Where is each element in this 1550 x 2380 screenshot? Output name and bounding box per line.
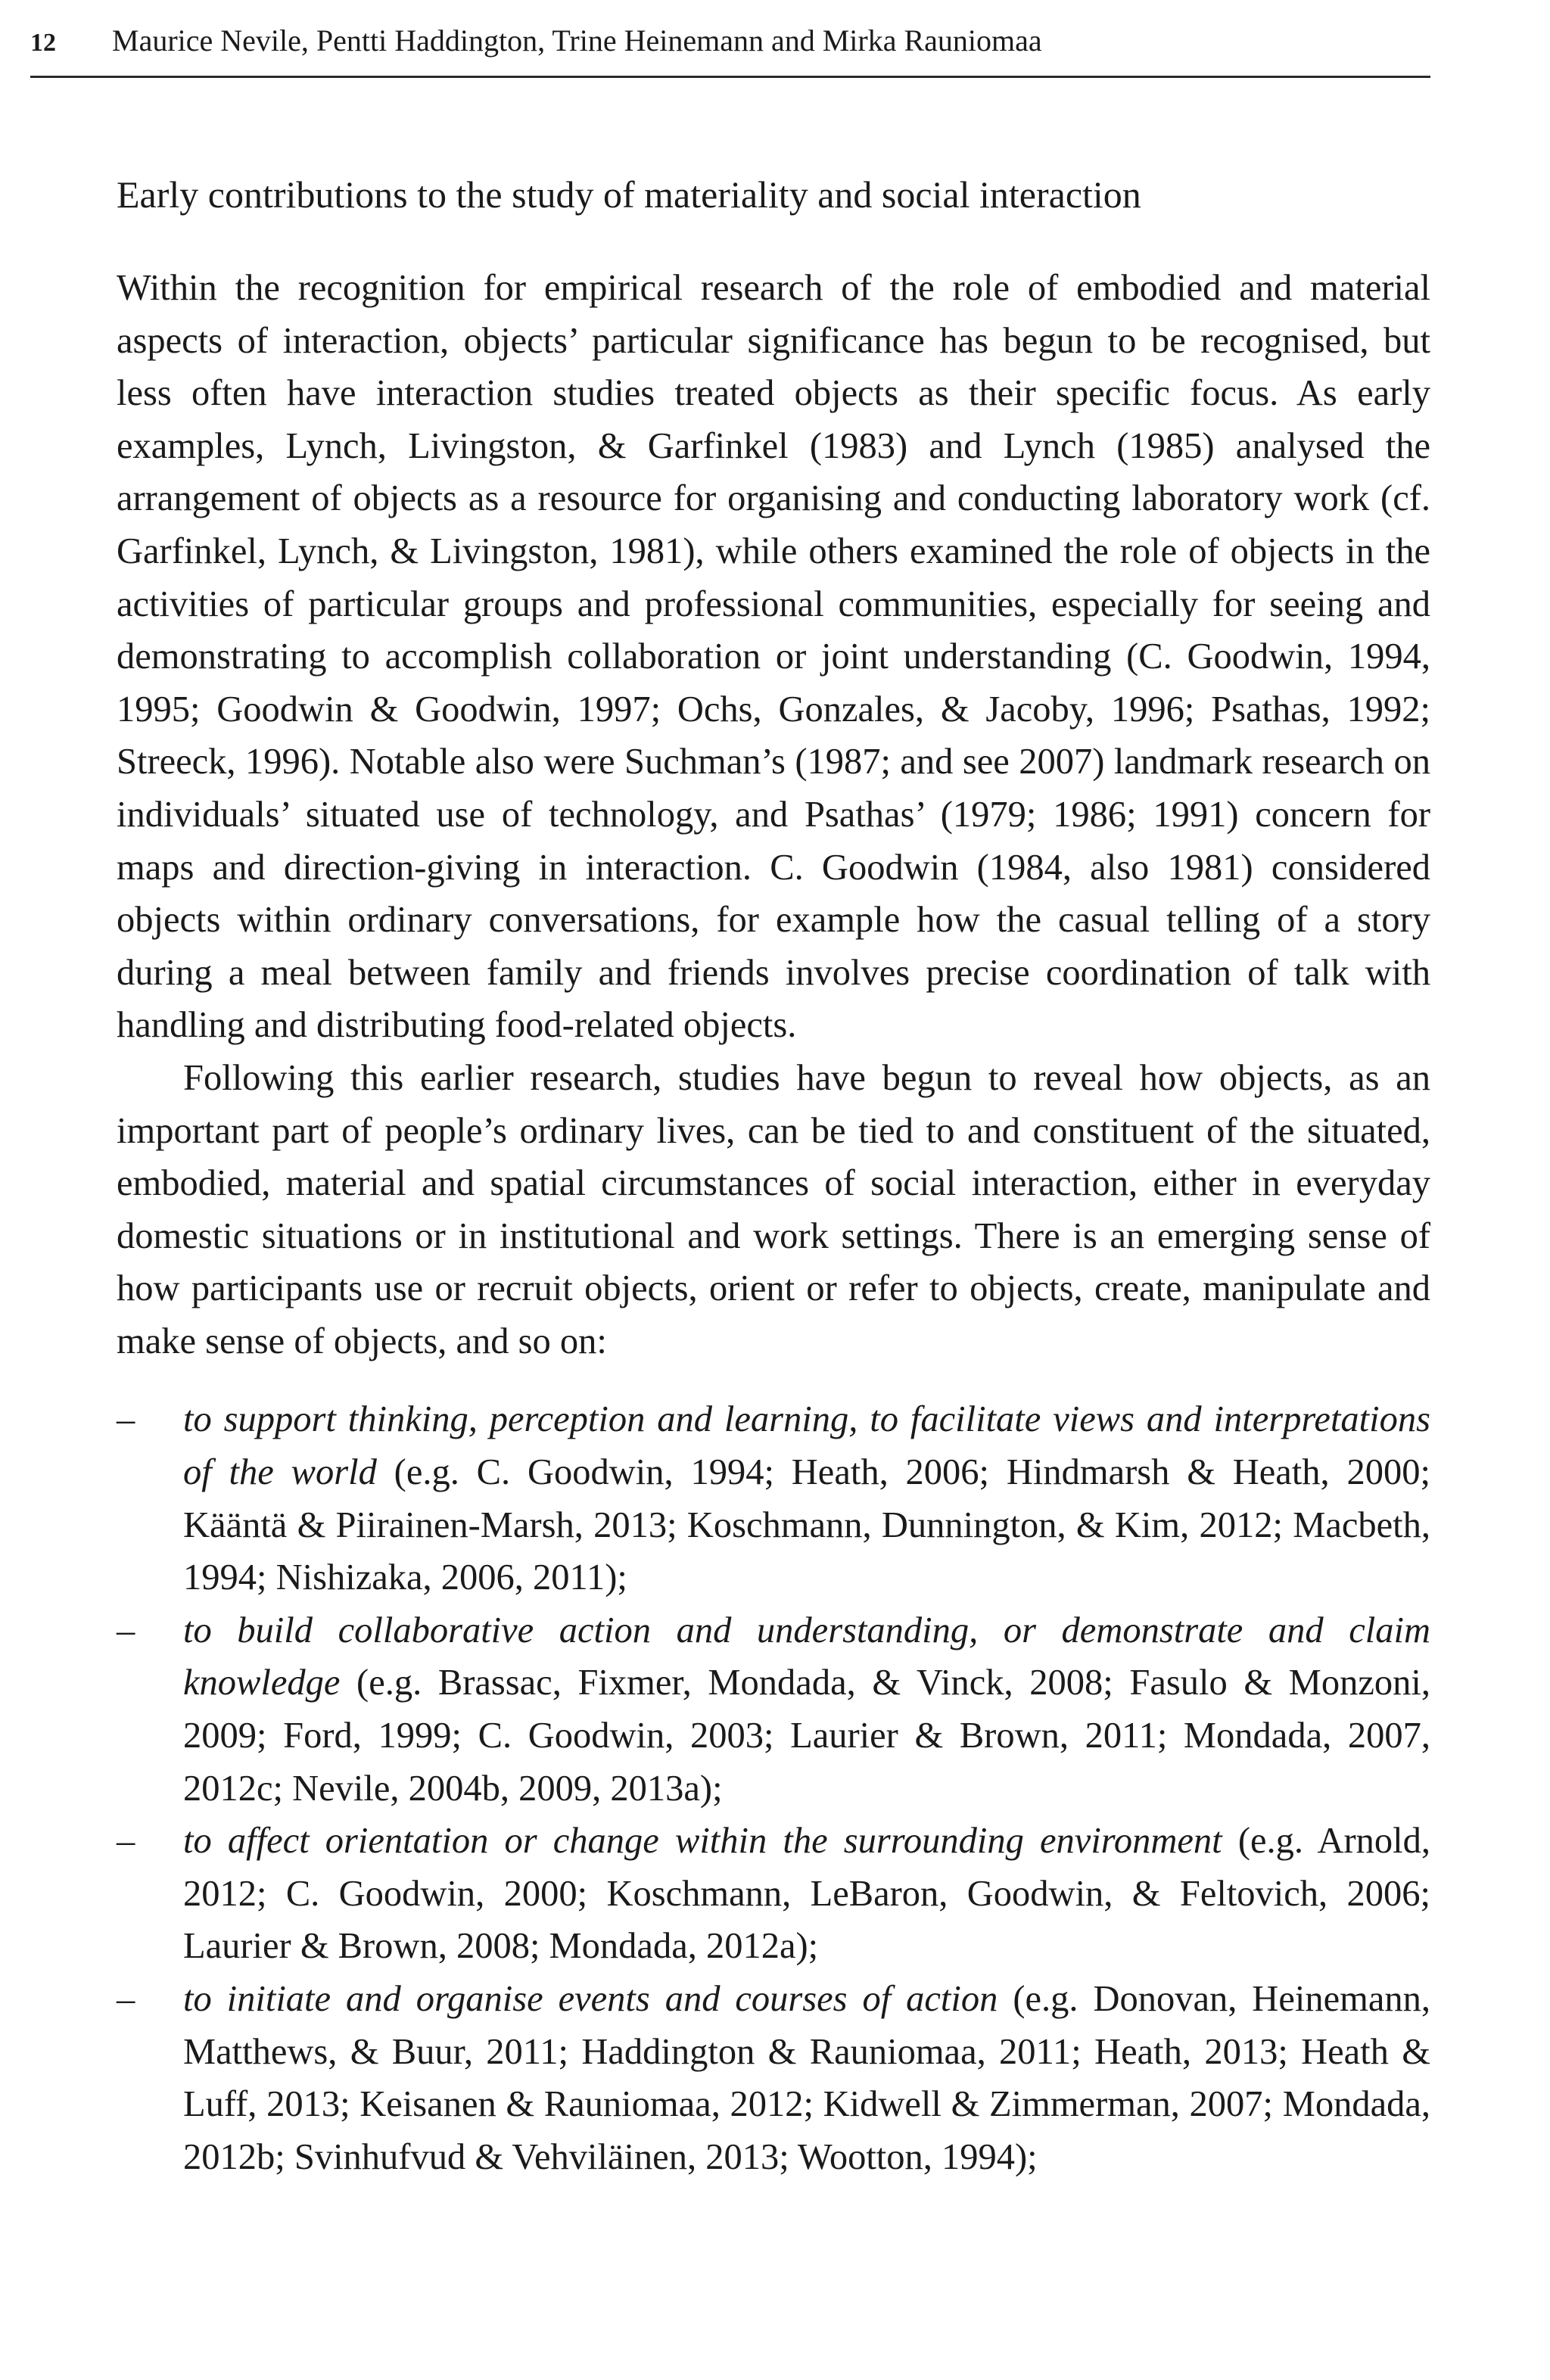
page-number: 12 xyxy=(30,29,56,57)
list-item xyxy=(117,1393,1430,1604)
section-heading: Early contributions to the study of materiality and social interaction xyxy=(117,173,1141,216)
list-dash: – xyxy=(117,1610,135,1650)
list-dash: – xyxy=(117,1399,135,1440)
paragraph-2: Following this earlier research, studies have begun to reveal how objects, as an important part of people’s ordinary lives, can be tied to and constituent of the situated, embodied, material and spatial circumstances of social interaction, either in everyday domestic situations or in institutional and work settings. There is an emerging sense of how participants use or recruit objects, orient or refer to objects, create, manipulate and make sense of objects, and so on: xyxy=(117,1057,1430,1361)
list-item xyxy=(117,1604,1430,1815)
list-dash: – xyxy=(117,1821,135,1862)
list-item-references: (e.g. C. Goodwin, 1994; Heath, 2006; Hindmarsh & Heath, 2000; Kääntä & Piirainen-Marsh, 2013; Koschmann, Dunnington, & Kim, 2012; Macbeth, 1994; Nishizaka, 2006, 2011); xyxy=(183,1452,1430,1598)
list-item-lead: to build collaborative action and understanding, or demonstrate and claim knowledge xyxy=(183,1610,1430,1703)
list-item-lead: to support thinking, perception and learning, to facilitate views and interpretations of the world xyxy=(183,1399,1430,1493)
header-rule xyxy=(30,76,1430,78)
main-text xyxy=(117,168,1430,2183)
list-dash: – xyxy=(117,1979,135,2019)
list-item-references: (e.g. Donovan, Heinemann, Matthews, & Buur, 2011; Haddington & Rauniomaa, 2011; Heath, 2013; Heath & Luff, 2013; Keisanen & Rauniomaa, 2012; Kidwell & Zimmerman, 2007; Mondada, 2012b; Svinhufvud & Vehviläinen, 2013; Wootton, 1994); xyxy=(183,1979,1430,2177)
running-head-authors: Maurice Nevile, Pentti Haddington, Trine Heinemann and Mirka Rauniomaa xyxy=(112,23,1042,58)
paragraph-1: Within the recognition for empirical research of the role of embodied and material aspects of interaction, objects’ particular significance has begun to be recognised, but less often have interaction studies treated objects as their specific focus. As early examples, Lynch, Livingston, & Garfinkel (1983) and Lynch (1985) analysed the arrangement of objects as a resource for organising and conducting laboratory work (cf. Garfinkel, Lynch, & Livingston, 1981), while others examined the role of objects in the activities of particular groups and professional communities, especially for seeing and demonstrating to accomplish collaboration or joint understanding (C. Goodwin, 1994, 1995; Goodwin & Goodwin, 1997; Ochs, Gonzales, & Jacoby, 1996; Psathas, 1992; Streeck, 1996). Notable also were Suchman’s (1987; and see 2007) landmark research on individuals’ situated use of technology, and Psathas’ (1979; 1986; 1991) concern for maps and direction-giving in interaction. C. Goodwin (1984, also 1981) considered objects within ordinary conversations, for example how the casual telling of a story during a meal between family and friends involves precise coordination of talk with handling and distributing food-related objects. xyxy=(117,268,1430,1046)
list-item-lead: to initiate and organise events and courses of action xyxy=(183,1979,998,2019)
list-item-references: (e.g. Brassac, Fixmer, Mondada, & Vinck, 2008; Fasulo & Monzoni, 2009; Ford, 1999; C. Goodwin, 2003; Laurier & Brown, 2011; Mondada, 2007, 2012c; Nevile, 2004b, 2009, 2013a); xyxy=(183,1663,1430,1809)
list-item xyxy=(117,1815,1430,1973)
objects-use-list xyxy=(117,1393,1430,2183)
list-item xyxy=(117,1973,1430,2183)
list-item-lead: to affect orientation or change within the surrounding environment xyxy=(183,1821,1222,1862)
running-head xyxy=(30,18,1430,64)
list-item-references: (e.g. Arnold, 2012; C. Goodwin, 2000; Koschmann, LeBaron, Goodwin, & Feltovich, 2006; Laurier & Brown, 2008; Mondada, 2012a); xyxy=(183,1821,1430,1967)
